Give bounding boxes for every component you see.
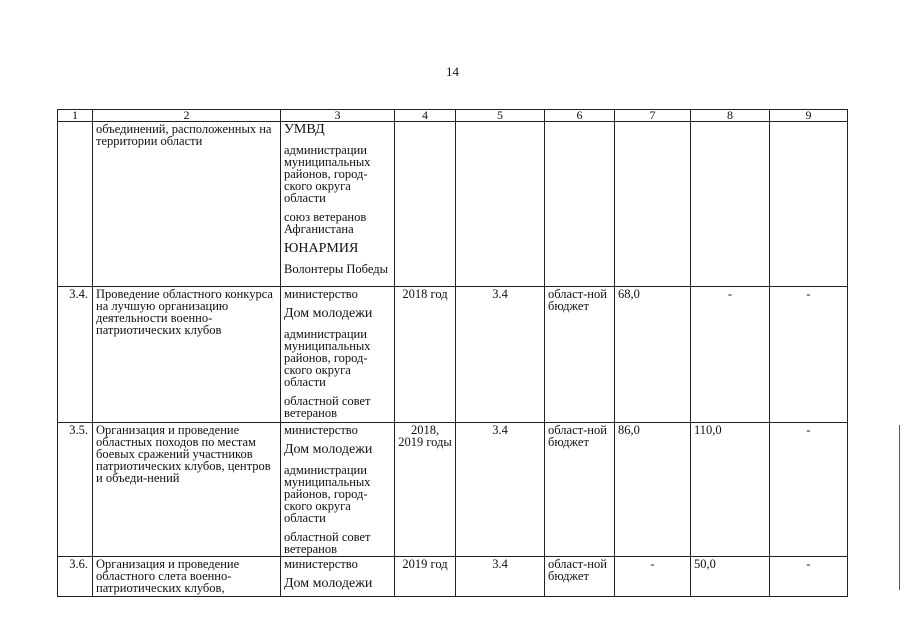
executor-item: Дом молодежи: [284, 576, 373, 591]
amount-col9-cell: [770, 122, 848, 287]
activity-title-cell: Проведение областного конкурса на лучшую организацию деятельности военно-патриотических клубов: [93, 287, 281, 423]
column-number: 2: [93, 110, 281, 122]
executor-item: администрации муниципальных районов, город-ского округа области: [284, 463, 371, 525]
executor-item: Дом молодежи: [284, 442, 373, 457]
column-number: 4: [395, 110, 456, 122]
term-cell: 2018, 2019 годы: [395, 423, 456, 557]
column-number: 8: [691, 110, 770, 122]
executor-item: администрации муниципальных районов, город-ского округа области: [284, 327, 371, 389]
executor-item: областной совет ветеранов: [284, 530, 371, 556]
executor-item: ЮНАРМИЯ: [284, 241, 359, 256]
plan-table: [57, 109, 848, 597]
executors-cell: [281, 287, 395, 423]
funding-source-cell: област-ной бюджет: [545, 423, 615, 557]
executors-cell: [281, 423, 395, 557]
table-row: [58, 287, 848, 423]
activity-title-cell: Организация и проведение областных походов по местам боевых сражений участников патриотических клубов, центров и объеди-нений: [93, 423, 281, 557]
funding-source-cell: област-ной бюджет: [545, 557, 615, 597]
scan-edge-line: [899, 425, 900, 590]
executors-cell: [281, 122, 395, 287]
row-number-cell: [58, 122, 93, 287]
amount-col9-cell: -: [770, 557, 848, 597]
amount-col7-cell: 68,0: [615, 287, 691, 423]
activity-title-cell: Организация и проведение областного слета военно-патриотических клубов,: [93, 557, 281, 597]
indicator-cell: 3.4: [456, 423, 545, 557]
indicator-cell: [456, 122, 545, 287]
table-row: [58, 557, 848, 597]
row-number-cell: 3.5.: [58, 423, 93, 557]
indicator-cell: 3.4: [456, 287, 545, 423]
column-number: 9: [770, 110, 848, 122]
executor-item: Волонтеры Победы: [284, 262, 388, 276]
executor-item: Дом молодежи: [284, 306, 373, 321]
row-number-cell: 3.4.: [58, 287, 93, 423]
column-number: 7: [615, 110, 691, 122]
executors-cell: [281, 557, 395, 597]
term-cell: [395, 122, 456, 287]
term-cell: 2018 год: [395, 287, 456, 423]
column-number: 1: [58, 110, 93, 122]
executor-item: союз ветеранов Афганистана: [284, 210, 367, 236]
funding-source-cell: [545, 122, 615, 287]
funding-source-cell: област-ной бюджет: [545, 287, 615, 423]
executor-item: министерство: [284, 423, 358, 437]
term-cell: 2019 год: [395, 557, 456, 597]
executor-item: министерство: [284, 287, 358, 301]
executor-item: УМВД: [284, 122, 325, 137]
amount-col7-cell: [615, 122, 691, 287]
amount-col8-cell: 50,0: [691, 557, 770, 597]
amount-col8-cell: [691, 122, 770, 287]
amount-col8-cell: 110,0: [691, 423, 770, 557]
amount-col7-cell: -: [615, 557, 691, 597]
column-number: 5: [456, 110, 545, 122]
amount-col7-cell: 86,0: [615, 423, 691, 557]
table-row: [58, 423, 848, 557]
amount-col8-cell: -: [691, 287, 770, 423]
executor-item: министерство: [284, 557, 358, 571]
executor-item: администрации муниципальных районов, город-ского округа области: [284, 143, 371, 205]
amount-col9-cell: -: [770, 423, 848, 557]
column-number: 6: [545, 110, 615, 122]
table-row: [58, 122, 848, 287]
row-number-cell: 3.6.: [58, 557, 93, 597]
column-numbers-row: [58, 110, 848, 122]
activity-title-cell: объединений, расположенных на территории области: [93, 122, 281, 287]
amount-col9-cell: -: [770, 287, 848, 423]
table-body: [58, 110, 848, 597]
page-number: 14: [446, 64, 459, 79]
indicator-cell: 3.4: [456, 557, 545, 597]
executor-item: областной совет ветеранов: [284, 394, 371, 420]
column-number: 3: [281, 110, 395, 122]
